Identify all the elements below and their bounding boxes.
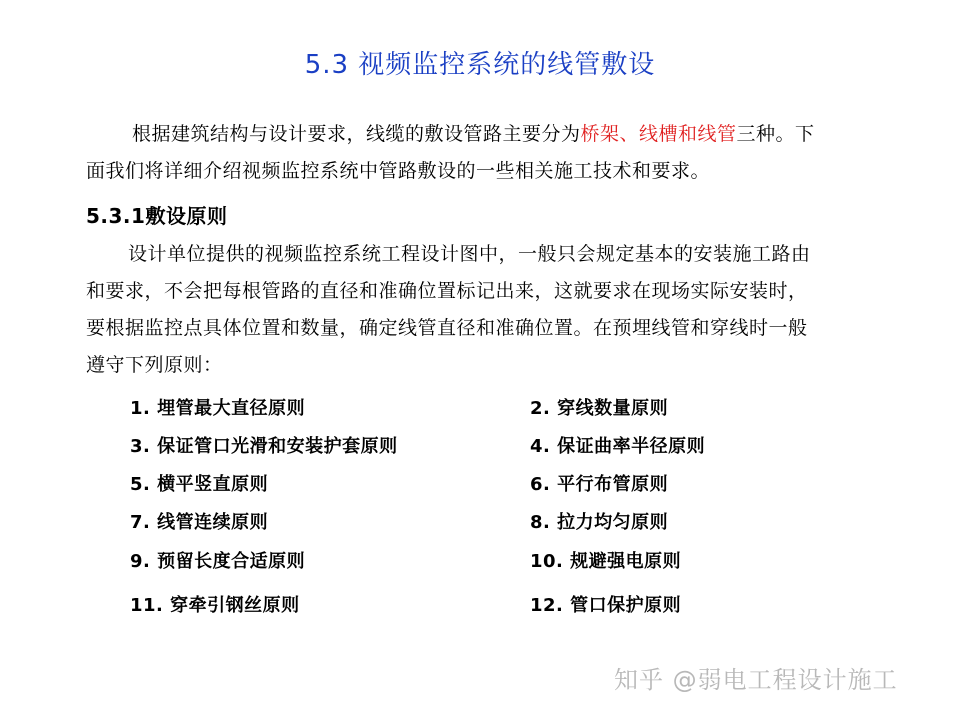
principle-item: 12. 管口保护原则 — [530, 595, 682, 616]
intro-line-2: 面我们将详细介绍视频监控系统中管路敷设的一些相关施工技术和要求。 — [86, 160, 711, 182]
body-paragraph — [86, 236, 886, 384]
principle-item: 1. 埋管最大直径原则 — [130, 398, 306, 419]
principle-item: 2. 穿线数量原则 — [530, 398, 669, 419]
intro-text-a: 根据建筑结构与设计要求，线缆的敷设管路主要分为 — [132, 123, 581, 145]
body-line-4: 遵守下列原则： — [86, 354, 223, 376]
section-heading: 5.3.1敷设原则 — [86, 204, 228, 228]
intro-highlight: 桥架、线槽和线管 — [580, 123, 737, 145]
intro-paragraph — [86, 116, 886, 190]
page-title: 5.3 视频监控系统的线管敷设 — [304, 50, 656, 80]
principle-item: 5. 横平竖直原则 — [130, 474, 269, 495]
body-line-3: 要根据监控点具体位置和数量，确定线管直径和准确位置。在预埋线管和穿线时一般 — [86, 317, 808, 339]
principle-item: 11. 穿牵引钢丝原则 — [130, 595, 300, 616]
intro-text-b: 三种。下 — [736, 123, 815, 145]
principle-item: 6. 平行布管原则 — [530, 474, 669, 495]
principle-item: 3. 保证管口光滑和安装护套原则 — [130, 436, 398, 457]
principle-item: 9. 预留长度合适原则 — [130, 551, 306, 572]
principle-item: 7. 线管连续原则 — [130, 512, 269, 533]
principle-item: 10. 规避强电原则 — [530, 551, 682, 572]
body-line-2: 和要求，不会把每根管路的直径和准确位置标记出来，这就要求在现场实际安装时， — [86, 280, 808, 302]
intro-line-1 — [86, 116, 886, 153]
watermark: 知乎 @弱电工程设计施工 — [614, 666, 898, 694]
principle-item: 4. 保证曲率半径原则 — [530, 436, 706, 457]
body-line-1: 设计单位提供的视频监控系统工程设计图中，一般只会规定基本的安装施工路由 — [128, 243, 811, 265]
principle-item: 8. 拉力均匀原则 — [530, 512, 669, 533]
